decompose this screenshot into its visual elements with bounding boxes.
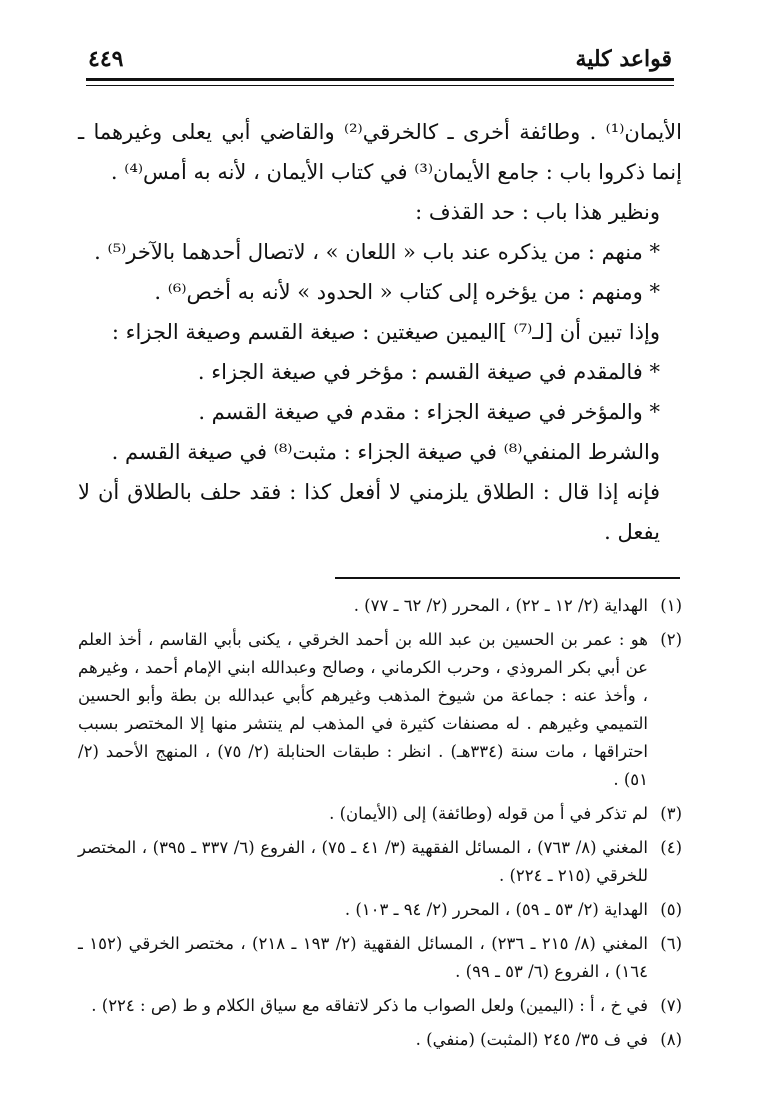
footnote-number: (١) [660, 596, 682, 615]
footnote-text: الهداية (٢/ ١٢ ـ ٢٢) ، المحرر (٢/ ٦٢ ـ ٧٧) . [353, 596, 648, 615]
footnote-number: (٥) [660, 900, 682, 919]
paragraph: وإذا تبين أن [لـ⁽⁷⁾ ]اليمين صيغتين : صيغة القسم وصيغة الجزاء : [111, 320, 660, 344]
bullet-paragraph: * فالمقدم في صيغة القسم : مؤخر في صيغة الجزاء . [197, 360, 660, 384]
footnote-text: في خ ، أ : (اليمين) ولعل الصواب ما ذكر لاتفاقه مع سياق الكلام و ط (ص : ٢٢٤) . [91, 996, 648, 1015]
header-rule-thin [86, 85, 674, 86]
footnote-text: المغني (٨/ ٢١٥ ـ ٢٣٦) ، المسائل الفقهية (٢/ ١٩٣ ـ ٢١٨) ، مختصر الخرقي (١٥٢ ـ ١٦٤) ، الفروع (٦/ ٥٣ ـ ٩٩) . [78, 934, 648, 981]
paragraph: والشرط المنفي⁽⁸⁾ في صيغة الجزاء : مثبت⁽⁸⁾ في صيغة القسم . [111, 440, 660, 464]
footnote [78, 930, 682, 986]
footnote-text: في ف ٣٥/ ٢٤٥ (المثبت) (منفي) . [415, 1030, 648, 1049]
paragraph: فإنه إذا قال : الطلاق يلزمني لا أفعل كذا : فقد حلف بالطلاق أن لا يفعل . [78, 480, 660, 544]
bullet-paragraph: * ومنهم : من يؤخره إلى كتاب « الحدود » لأنه به أخص⁽⁶⁾ . [154, 280, 660, 304]
footnote [78, 626, 682, 794]
footnote-number: (٤) [660, 838, 682, 857]
footnote-number: (٣) [660, 804, 682, 823]
footnote-separator [335, 577, 680, 579]
header-rule-thick [86, 78, 674, 81]
page-header [88, 40, 672, 80]
footnote-number: (٧) [660, 996, 682, 1015]
footnote [78, 1026, 682, 1054]
main-text [78, 112, 682, 552]
footnote-text: الهداية (٢/ ٥٣ ـ ٥٩) ، المحرر (٢/ ٩٤ ـ ١٠٣) . [344, 900, 648, 919]
footnote-number: (٨) [660, 1030, 682, 1049]
page-number: ٤٤٩ [88, 46, 124, 72]
footnote [78, 592, 682, 620]
paragraph: الأيمان⁽¹⁾ . وطائفة أخرى ـ كالخرقي⁽²⁾ والقاضي أبي يعلى وغيرهما ـ إنما ذكروا باب : جامع الأيمان⁽³⁾ في كتاب الأيمان ، لأنه به أمس⁽⁴⁾ . [78, 120, 682, 184]
footnote-number: (٢) [660, 630, 682, 649]
footnote [78, 834, 682, 890]
footnote-number: (٦) [660, 934, 682, 953]
footnotes [78, 592, 682, 1054]
running-title: قواعد كلية [575, 46, 672, 72]
footnote-text: المغني (٨/ ٧٦٣) ، المسائل الفقهية (٣/ ٤١ ـ ٧٥) ، الفروع (٦/ ٣٣٧ ـ ٣٩٥) ، المختصر للخرقي (٢١٥ ـ ٢٢٤) . [78, 838, 648, 885]
footnote [78, 992, 682, 1020]
footnote [78, 896, 682, 924]
footnote-text: هو : عمر بن الحسين بن عبد الله بن أحمد الخرقي ، يكنى بأبي القاسم ، أخذ العلم عن أبي بكر المروذي ، وحرب الكرماني ، وصالح وعبدالله ابني الإمام أحمد ، وغيرهم ، وأخذ عنه : جماعة من شيوخ المذهب وغيرهم كأبي عبدالله بن بطة وأبو الحسين التميمي وغيرهم . له مصنفات كثيرة في المذهب لم ينتشر منها إلا المختصر بسبب احتراقها ، مات سنة (٣٣٤هـ) . انظر : طبقات الحنابلة (٢/ ٧٥) ، المنهج الأحمد (٢/ ٥١) . [78, 630, 649, 789]
footnote-text: لم تذكر في أ من قوله (وطائفة) إلى (الأيمان) . [329, 804, 648, 823]
paragraph: ونظير هذا باب : حد القذف : [415, 200, 660, 224]
footnote [78, 800, 682, 828]
bullet-paragraph: * منهم : من يذكره عند باب « اللعان » ، لاتصال أحدهما بالآخر⁽⁵⁾ . [94, 240, 660, 264]
bullet-paragraph: * والمؤخر في صيغة الجزاء : مقدم في صيغة القسم . [198, 400, 660, 424]
